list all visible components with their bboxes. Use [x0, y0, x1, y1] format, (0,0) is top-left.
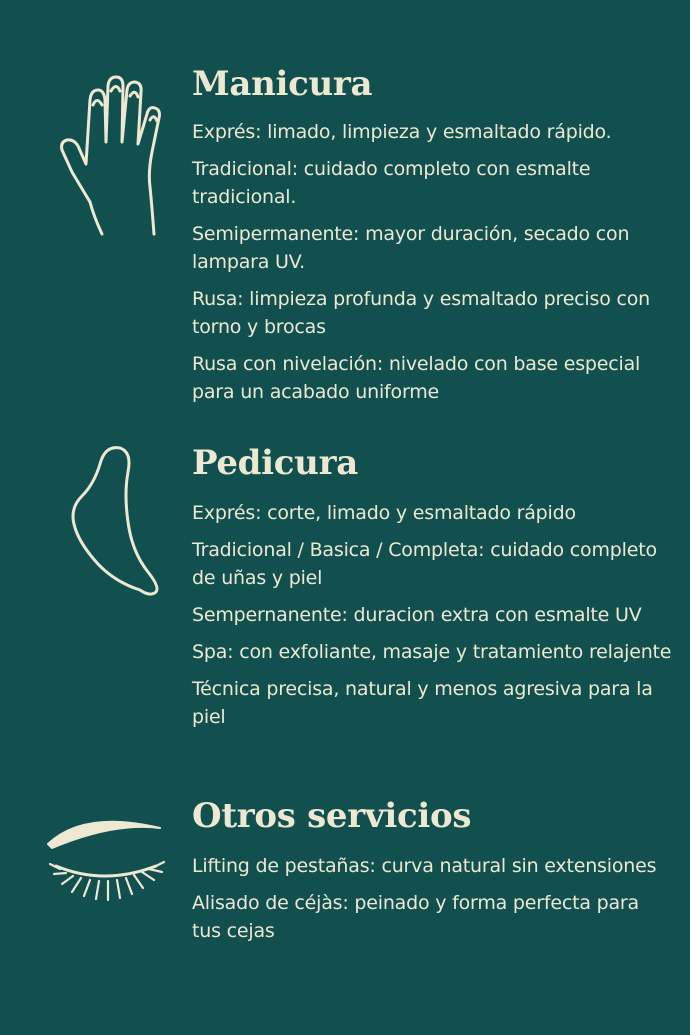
list-item: Alisado de céjàs: peinado y forma perfecta para tus cejas [192, 892, 639, 942]
section-title-otros-servicios: Otros servicios [192, 796, 472, 836]
section-title-manicura: Manicura [192, 64, 373, 104]
pedicura-list [192, 499, 672, 731]
list-item: Tradicional: cuidado completo con esmalte tradicional. [192, 158, 591, 208]
hand-icon [52, 72, 172, 242]
list-item: Rusa: limpieza profunda y esmaltado preciso con torno y brocas [192, 288, 650, 338]
list-item: Spa: con exfoliante, masaje y tratamiento relajente [192, 641, 672, 663]
list-item: Exprés: limado, limpieza y esmaltado rápido. [192, 121, 612, 143]
manicura-list [192, 118, 672, 406]
foot-icon [60, 442, 170, 622]
list-item: Rusa con nivelación: nivelado con base especial para un acabado uniforme [192, 353, 641, 403]
list-item: Sempernanente: duracion extra con esmalte UV [192, 604, 642, 626]
section-title-pedicura: Pedicura [192, 443, 358, 483]
list-item: Semipermanente: mayor duración, secado con lampara UV. [192, 223, 630, 273]
list-item: Exprés: corte, limado y esmaltado rápido [192, 502, 576, 524]
list-item: Técnica precisa, natural y menos agresiva para la piel [192, 678, 653, 728]
closed-eye-icon [44, 808, 168, 908]
otros-servicios-list [192, 852, 672, 945]
list-item: Tradicional / Basica / Completa: cuidado completo de uñas y piel [192, 539, 657, 589]
pedicura-section [0, 420, 690, 790]
manicura-section [0, 0, 690, 420]
otros-servicios-section [0, 790, 690, 1035]
list-item: Lifting de pestañas: curva natural sin extensiones [192, 855, 657, 877]
